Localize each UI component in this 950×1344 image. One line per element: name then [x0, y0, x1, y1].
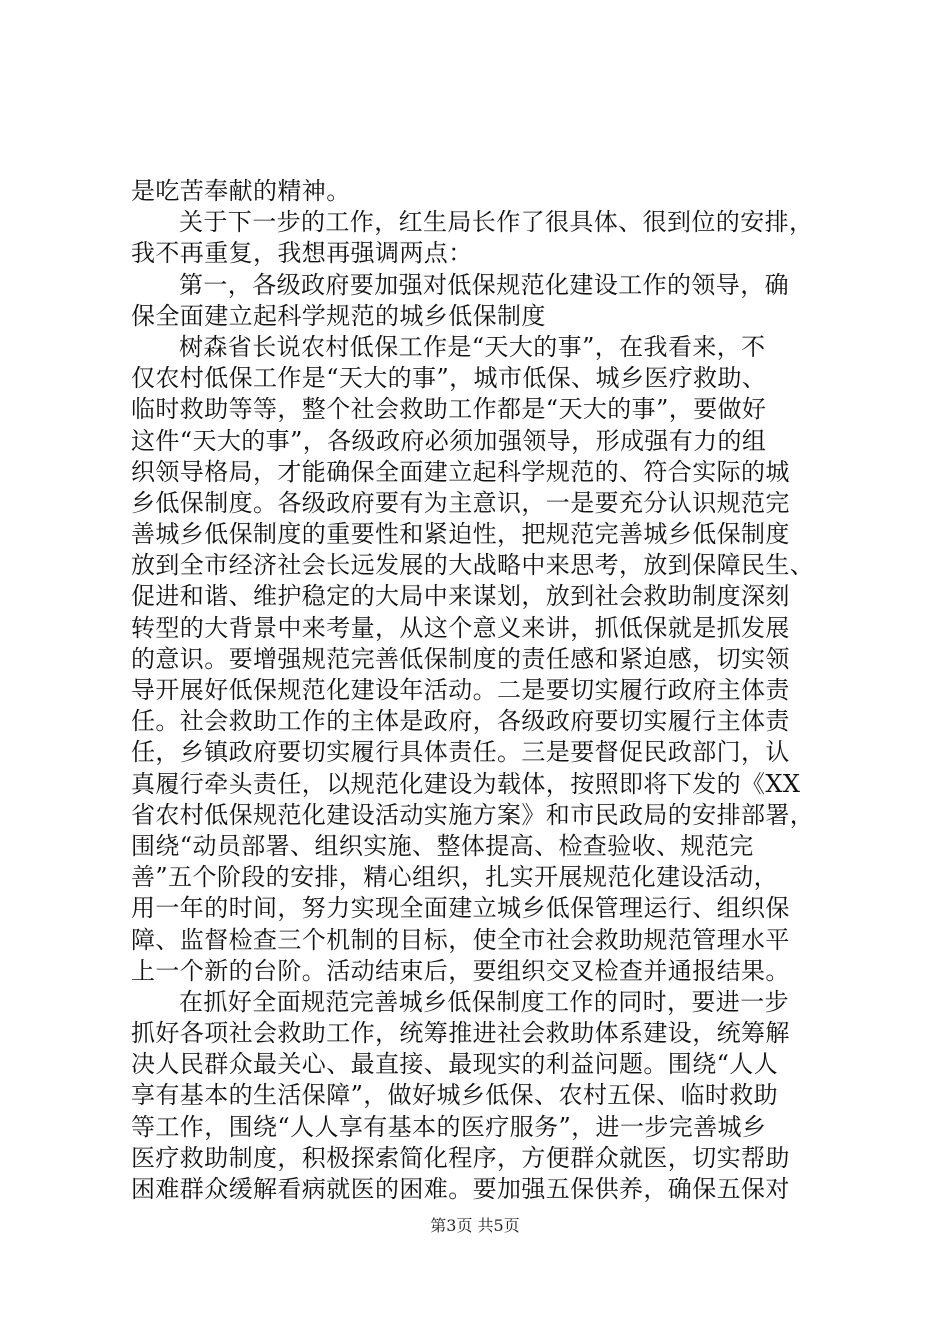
text-line: 决人民群众最关心、最直接、最现实的利益问题。围绕“人人: [131, 1050, 779, 1079]
text-line: 我不再重复，我想再强调两点：: [131, 239, 473, 268]
text-line: 用一年的时间，努力实现全面建立城乡低保管理运行、组织保: [131, 894, 790, 923]
text-line: 上一个新的台阶。活动结束后，要组织交叉检查并通报结果。: [131, 956, 790, 985]
text-line: 等工作，围绕“人人享有基本的医疗服务”，进一步完善城乡: [131, 1112, 767, 1141]
text-line: 关于下一步的工作，红生局长作了很具体、很到位的安排，: [179, 208, 814, 237]
text-line: 乡低保制度。各级政府要有为主意识，一是要充分认识规范完: [131, 488, 790, 517]
text-line: 仅农村低保工作是“天大的事”，城市低保、城乡医疗救助、: [131, 364, 767, 393]
text-line: 放到全市经济社会长远发展的大战略中来思考，放到保障民生、: [131, 551, 815, 580]
text-line: 省农村低保规范化建设活动实施方案》和市民政局的安排部署，: [131, 800, 815, 829]
text-line: 临时救助等等，整个社会救助工作都是“天大的事”，要做好: [131, 395, 767, 424]
text-line: 转型的大背景中来考量，从这个意义来讲，抓低保就是抓发展: [131, 613, 790, 642]
text-line: 促进和谐、维护稳定的大局中来谋划，放到社会救助制度深刻: [131, 582, 790, 611]
text-line: 困难群众缓解看病就医的困难。要加强五保供养，确保五保对: [131, 1175, 790, 1203]
text-line: 第一，各级政府要加强对低保规范化建设工作的领导，确: [179, 270, 789, 299]
page-footer: 第3页 共5页: [430, 1216, 520, 1235]
text-line: 保全面建立起科学规范的城乡低保制度: [131, 301, 546, 330]
body-text: [131, 176, 831, 1205]
text-line: 障、监督检查三个机制的目标，使全市社会救助规范管理水平: [131, 925, 790, 954]
text-line: 善”五个阶段的安排，精心组织，扎实开展规范化建设活动，: [131, 863, 779, 892]
text-line: 围绕“动员部署、组织实施、整体提高、检查验收、规范完: [131, 831, 754, 860]
text-line: 任，乡镇政府要切实履行具体责任。三是要督促民政部门，认: [131, 738, 790, 767]
text-line: 任。社会救助工作的主体是政府，各级政府要切实履行主体责: [131, 707, 790, 736]
text-line: 树森省长说农村低保工作是“天大的事”，在我看来，不: [179, 332, 766, 361]
text-line: 抓好各项社会救助工作，统筹推进社会救助体系建设，统筹解: [131, 1019, 790, 1048]
text-line: 善城乡低保制度的重要性和紧迫性，把规范完善城乡低保制度: [131, 520, 790, 549]
text-line: 医疗救助制度，积极探索简化程序，方便群众就医，切实帮助: [131, 1143, 790, 1172]
text-line: 在抓好全面规范完善城乡低保制度工作的同时，要进一步: [179, 987, 789, 1016]
text-line: 的意识。要增强规范完善低保制度的责任感和紧迫感，切实领: [131, 644, 790, 673]
text-line: 享有基本的生活保障”，做好城乡低保、农村五保、临时救助: [131, 1081, 779, 1110]
text-line: 织领导格局，才能确保全面建立起科学规范的、符合实际的城: [131, 457, 790, 486]
text-line: 是吃苦奉献的精神。: [131, 177, 351, 205]
text-line: 导开展好低保规范化建设年活动。二是要切实履行政府主体责: [131, 676, 790, 704]
text-line: 这件“天大的事”，各级政府必须加强领导，形成强有力的组: [131, 426, 767, 455]
text-line: 真履行牵头责任，以规范化建设为载体，按照即将下发的《XX: [131, 769, 801, 798]
